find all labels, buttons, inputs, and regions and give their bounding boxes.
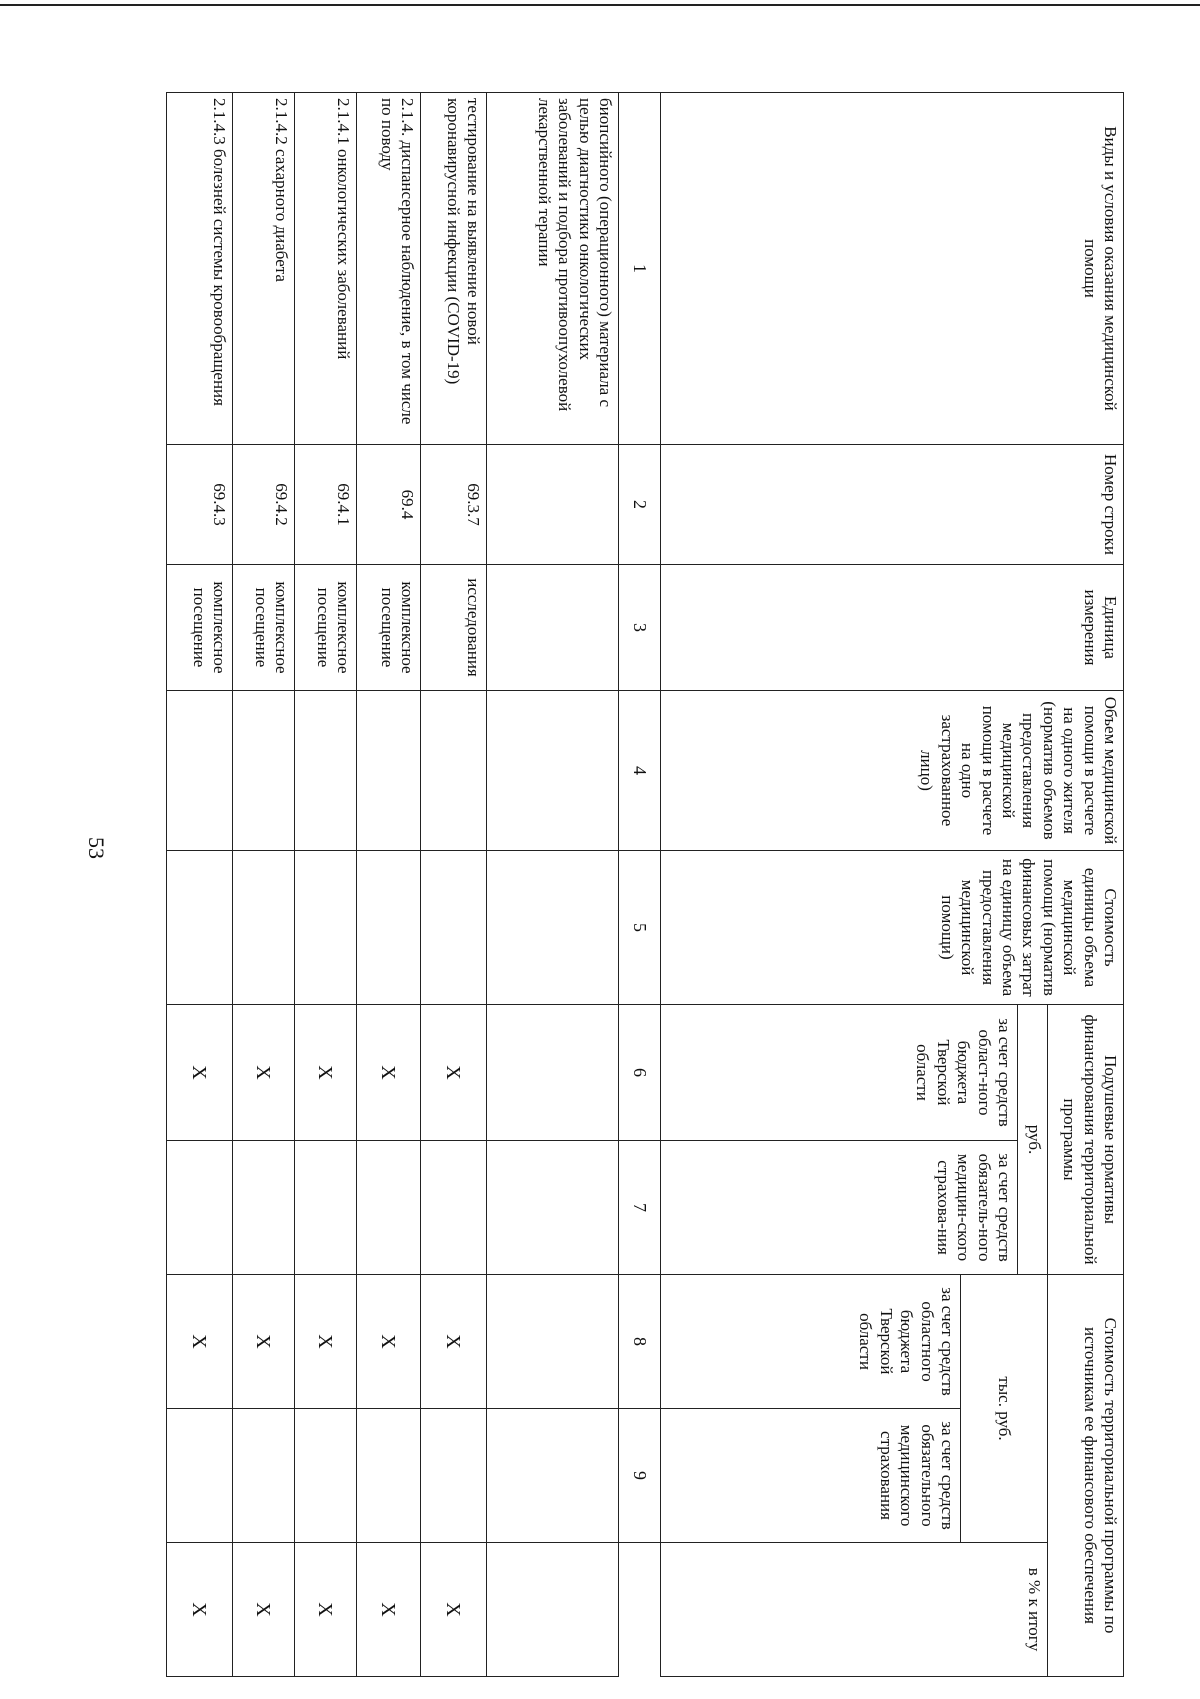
table-row [233,93,295,1677]
row-col7: Х [357,1275,420,1409]
row-col5: Х [295,1005,357,1141]
table-row [167,93,233,1677]
row-col6 [421,1141,487,1275]
column-number: 9 [619,1409,661,1543]
row-col8 [357,1409,420,1542]
table-row [357,93,421,1677]
row-code: 69.4 [357,445,421,565]
column-number: 1 [619,93,661,445]
table-row [487,93,619,1677]
row-code: 69.4.3 [167,445,233,565]
column-number: 6 [619,1005,661,1141]
row-name: 2.1.4. диспансерное наблюдение, в том числе по поводу [357,93,421,445]
row-col8 [295,1409,356,1542]
row-col7: Х [421,1275,486,1409]
row-name: 2.1.4.3 болезней системы кровообращения [167,93,233,445]
column-number-pair [619,1141,661,1409]
row-unit-cost [487,851,619,1005]
row-col6 [167,1141,233,1275]
row-col6 [357,1141,421,1275]
header-thousand-rub: тыс. руб. [961,1275,1048,1543]
row-col6 [487,1141,619,1275]
table-row [295,93,357,1677]
header-regional-budget-7: за счет средств областного бюджета Тверской области [661,1275,961,1409]
row-col5: Х [357,1005,421,1141]
row-col5 [487,1005,619,1141]
row-col8 [167,1409,232,1542]
row-unit-cost [421,851,487,1005]
row-unit: комплексное посещение [295,565,357,691]
row-unit [487,565,619,691]
row-unit: исследования [421,565,487,691]
header-unit: Единица измерения [661,565,1124,691]
column-number: 7 [619,1141,660,1275]
row-code: 69.4.2 [233,445,295,565]
header-program-cost: Стоимость территориальной программы по источникам ее финансового обеспечения [1048,1275,1124,1677]
header-oms-8: за счет средств обязательного медицинского страхования [661,1409,961,1543]
row-col9: Х [357,1543,421,1677]
row-col78 [295,1275,357,1543]
row-col9 [487,1543,619,1677]
header-percent-total: в % к итогу [661,1543,1048,1677]
column-number: 4 [619,691,661,851]
header-rub: руб. [1018,1005,1048,1275]
medical-care-cost-table [166,92,1124,1677]
page-number: 53 [84,837,109,859]
column-number: 3 [619,565,661,691]
top-border-line [0,4,1200,6]
row-col9: Х [421,1543,487,1677]
header-regional-budget-5: за счет средств област-ного бюджета Тверской области [661,1005,1018,1141]
header-volume: Объем медицинской помощи в расчете на одного жителя (норматив объемов предоставления медицинской помощи в расчете на одно застрахованное лицо) [661,691,1124,851]
row-unit-cost [295,851,357,1005]
row-col5: Х [233,1005,295,1141]
row-col78 [421,1275,487,1543]
row-col78 [167,1275,233,1543]
rotated-table-container [166,92,1124,1676]
row-name: 2.1.4.2 сахарного диабета [233,93,295,445]
row-volume [357,691,421,851]
row-col6 [233,1141,295,1275]
row-col9: Х [233,1543,295,1677]
column-number: 8 [630,1337,651,1347]
row-code [487,445,619,565]
row-unit-cost [357,851,421,1005]
row-code: 69.4.1 [295,445,357,565]
row-col7: Х [295,1275,356,1409]
row-volume [167,691,233,851]
row-col7 [487,1275,618,1409]
row-col8 [233,1409,294,1542]
row-code: 69.3.7 [421,445,487,565]
header-kinds-of-care: Виды и условия оказания медицинской помощи [661,93,1124,445]
row-unit-cost [233,851,295,1005]
row-volume [421,691,487,851]
row-volume [487,691,619,851]
row-col9: Х [295,1543,357,1677]
row-volume [295,691,357,851]
row-col5: Х [421,1005,487,1141]
row-volume [233,691,295,851]
row-name: биопсийного (операционного) материала с целью диагностики онкологических заболеваний и подбора противоопухолевой лекарственной терапии [487,93,619,445]
row-col78 [233,1275,295,1543]
row-col8 [487,1409,618,1542]
row-col8 [421,1409,486,1542]
header-row-number: Номер строки [661,445,1124,565]
header-per-capita-standards: Подушевые нормативы финансирования территориальной программы [1048,1005,1124,1275]
row-col78 [487,1275,619,1543]
row-unit: комплексное посещение [357,565,421,691]
row-unit: комплексное посещение [167,565,233,691]
row-col9: Х [167,1543,233,1677]
column-number: 5 [619,851,661,1005]
row-unit: комплексное посещение [233,565,295,691]
row-col78 [357,1275,421,1543]
header-oms-6: за счет средств обязатель-ного медицин-ского страхова-ния [661,1141,1018,1275]
row-unit-cost [167,851,233,1005]
column-number: 2 [619,445,661,565]
row-col6 [295,1141,357,1275]
row-name: тестирование на выявление новой коронавирусной инфекции (COVID-19) [421,93,487,445]
row-col7: Х [233,1275,294,1409]
row-col5: Х [167,1005,233,1141]
header-unit-cost: Стоимость единицы объема медицинской помощи (норматив финансовых затрат на единицу объема предоставления медицинской помощи) [661,851,1124,1005]
row-name: 2.1.4.1 онкологических заболеваний [295,93,357,445]
row-col7: Х [167,1275,232,1409]
table-row [421,93,487,1677]
